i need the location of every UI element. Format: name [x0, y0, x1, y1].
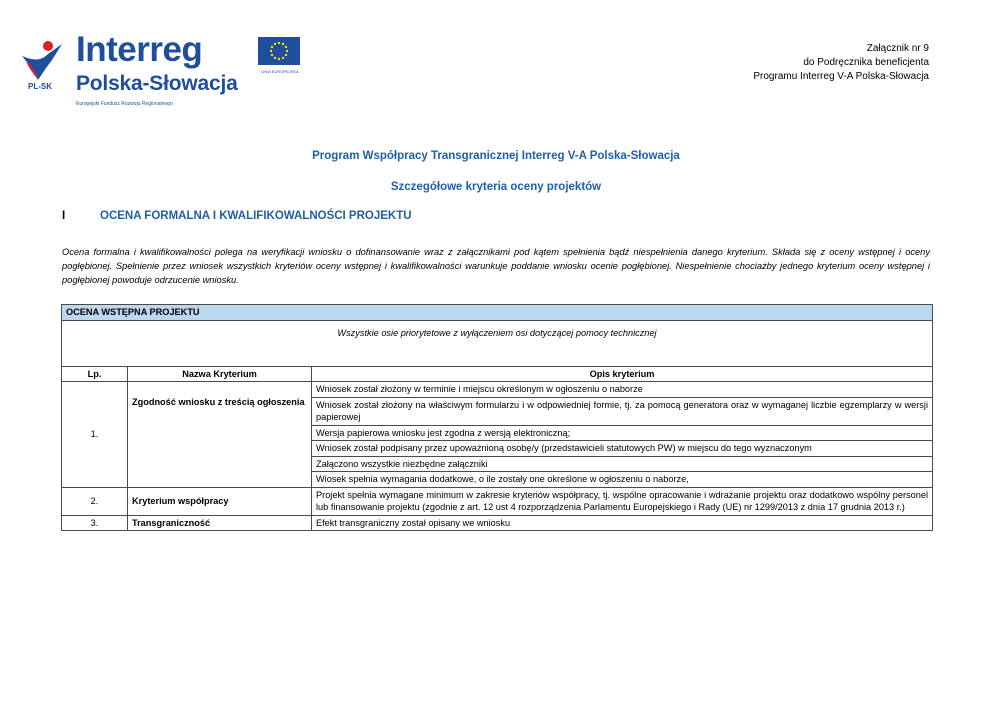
- criteria-title: Szczegółowe kryteria oceny projektów: [390, 181, 602, 193]
- program-title: Program Współpracy Transgranicznej Interreg V-A Polska-Słowacja: [312, 150, 680, 162]
- section-title: OCENA FORMALNA I KWALIFIKOWALNOŚCI PROJEKTU: [100, 210, 412, 222]
- fund-name: Europejski Fundusz Rozwoju Regionalnego: [76, 101, 173, 107]
- column-header-name: Nazwa Kryterium: [128, 366, 312, 382]
- section-number: I: [62, 210, 66, 222]
- attachment-line-2: do Podręcznika beneficjenta: [803, 57, 929, 68]
- column-header-lp: Lp.: [62, 366, 128, 382]
- program-name: Polska-Słowacja: [76, 72, 238, 95]
- attachment-line-3: Programu Interreg V-A Polska-Słowacja: [753, 71, 929, 82]
- figure-logo-icon: [18, 38, 66, 82]
- row-1-desc-5: Załączono wszystkie niezbędne załączniki: [312, 456, 933, 472]
- row-2-desc-1: Projekt spełnia wymagane minimum w zakresie kryteriów współpracy, tj. wspólne opracowanie i wdrażanie projektu oraz dodatkowo wspólny personel lub finansowanie projektu (zgodnie z art. 12 ust 4 rozporządzenia Parlamentu Europejskiego i Rady (UE) nr 1299/2013 z dnia 17 grudnia 2013 r.): [312, 487, 933, 515]
- row-1-lp: 1.: [62, 382, 128, 488]
- brand-name: Interreg: [76, 30, 203, 69]
- table-scope-note: Wszystkie osie priorytetowe z wyłączeniem osi dotyczącej pomocy technicznej: [62, 320, 933, 366]
- criteria-table: [61, 304, 933, 531]
- row-3-desc-1: Efekt transgraniczny został opisany we wniosku: [312, 515, 933, 531]
- row-1-desc-2: Wniosek został złożony na właściwym formularzu i w odpowiedniej formie, tj. za pomocą generatora oraz w wymaganej liczbie egzemplarzy w wersji papierowej: [312, 397, 933, 425]
- row-1-desc-6: Wiosek spełnia wymagania dodatkowe, o ile zostały one określone w ogłoszeniu o naborze,: [312, 472, 933, 488]
- eu-flag-icon: [258, 37, 300, 65]
- row-1-desc-3: Wersja papierowa wniosku jest zgodna z wersją elektroniczną;: [312, 425, 933, 441]
- eu-label: UNIA EUROPEJSKA: [261, 69, 299, 74]
- row-1-desc-1: Wniosek został złożony w terminie i miejscu określonym w ogłoszeniu o naborze: [312, 382, 933, 398]
- row-1-name: Zgodność wniosku z treścią ogłoszenia: [128, 382, 312, 488]
- intro-paragraph: Ocena formalna i kwalifikowalności polega na weryfikacji wniosku o dofinansowanie wraz z załącznikami pod kątem spełnienia bądź niespełnienia danego kryterium. Składa się z oceny wstępnej i oceny pogłębionej. Spełnienie przez wniosek wszystkich kryteriów oceny wstępnej i kwalifikowalności warunkuje poddanie wniosku ocenie pogłębionej. Niespełnienie chociażby jednego kryterium oceny wstępnej i pogłębionej powoduje odrzucenie wniosku.: [62, 247, 930, 285]
- row-3-name: Transgraniczność: [128, 515, 312, 531]
- column-header-desc: Opis kryterium: [312, 366, 933, 382]
- row-1-desc-4: Wniosek został podpisany przez upoważnioną osobę/y (przedstawicieli statutowych PW) w miejscu do tego wyznaczonym: [312, 441, 933, 457]
- row-2-lp: 2.: [62, 487, 128, 515]
- row-3-lp: 3.: [62, 515, 128, 531]
- attachment-line-1: Załącznik nr 9: [866, 43, 929, 54]
- plsk-badge: PL-SK: [28, 82, 52, 91]
- table-section-header: OCENA WSTĘPNA PROJEKTU: [62, 305, 933, 321]
- row-2-name: Kryterium współpracy: [128, 487, 312, 515]
